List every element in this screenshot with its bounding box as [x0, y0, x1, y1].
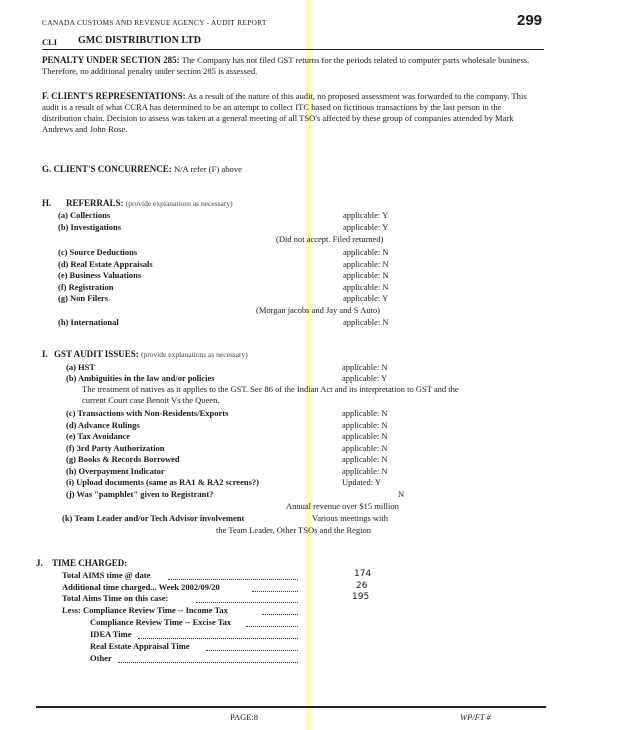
gst-issue-label: (i) Upload documents (same as RA1 & RA2 screens?): [66, 477, 259, 487]
gst-issue-label: (h) Overpayment Indicator: [66, 466, 165, 476]
gst-issue-label: (e) Tax Avoidance: [66, 431, 131, 441]
referral-value: applicable: N: [343, 259, 389, 269]
dot-leader: [206, 650, 298, 651]
footer-ref: WP/FT #: [460, 712, 491, 722]
non-filers-note: (Morgan jacobs and Jay and S Auto): [256, 305, 381, 315]
page-number: 299: [517, 12, 543, 29]
concurrence-text: N/A refer (F) above: [173, 164, 242, 174]
referral-label: (b) Investigations: [58, 222, 122, 232]
gst-issue-label: (j) Was "pamphlet" given to Registrant?: [66, 489, 214, 499]
referrals-letter: H.: [42, 198, 52, 208]
time-row-label: Less: Compliance Review Time -- Income Tax: [62, 605, 228, 615]
referrals-title: REFERRALS:: [66, 198, 124, 208]
concurrence-title: G. CLIENT'S CONCURRENCE:: [42, 164, 172, 174]
dot-leader: [252, 591, 298, 592]
dot-leader: [196, 602, 298, 603]
time-row-label: Other: [90, 653, 112, 663]
gst-issue-label: (d) Advance Rulings: [66, 420, 140, 430]
gst-issue-value: Updated: Y: [342, 477, 382, 487]
referral-label: (c) Source Deductions: [58, 247, 138, 257]
time-row-label: Real Estate Appraisal Time: [90, 641, 190, 651]
referral-value: applicable: N: [343, 247, 389, 257]
agency-header: CANADA CUSTOMS AND REVENUE AGENCY - AUDIT REPORT: [42, 18, 267, 27]
time-row-label: Compliance Review Time -- Excise Tax: [90, 617, 232, 627]
referral-label: (e) Business Valuations: [58, 270, 142, 280]
time-row-value: 174: [354, 569, 372, 579]
penalty-title: PENALTY UNDER SECTION 285:: [42, 55, 180, 65]
gst-issue-label: (a) HST: [66, 362, 96, 372]
gst-issue-value: applicable: N: [342, 466, 388, 476]
time-title: TIME CHARGED:: [52, 558, 128, 568]
dot-leader: [168, 579, 298, 580]
referral-label: (f) Registration: [58, 282, 114, 292]
penalty-text: The Company has not filed GST returns for the periods related to computer parts wholesale business. Therefore, no additional penalty under section 285 is assessed.: [42, 55, 530, 76]
referral-label: (h) International: [58, 317, 119, 327]
referral-label: (g) Non Filers: [58, 293, 109, 303]
referral-value: applicable: N: [343, 282, 389, 292]
referral-value: applicable: N: [343, 270, 389, 280]
representations-text: As a result of the nature of this audit, no proposed assessment was forwarded to the company. This audit is a result of what CCRA has determined to be an attempt to collect ITC based on fictitious transactions by the last person in the distribution chain. Decision to assess was taken at a general meeting of all TSO's affected by these group of companies attended by Mark Andrews and John Rose.: [42, 91, 527, 134]
gst-issue-label: (g) Books & Records Borrowed: [66, 454, 180, 464]
referral-value: applicable: Y: [343, 222, 389, 232]
gst-heading: [54, 349, 248, 359]
time-letter: J.: [36, 558, 43, 568]
gst-issue-label: (c) Transactions with Non-Residents/Exports: [66, 408, 229, 418]
team-leader-value-line-2: the Team Leader, Other TSOs and the Region: [216, 525, 372, 535]
client-label: CLI: [42, 37, 58, 47]
header-rule: [42, 49, 544, 50]
gst-issue-value: applicable: N: [342, 431, 388, 441]
referral-value: applicable: Y: [343, 210, 389, 220]
dot-leader: [118, 662, 298, 663]
gst-issue-label: (f) 3rd Party Authorization: [66, 443, 165, 453]
client-name: GMC DISTRIBUTION LTD: [78, 35, 201, 46]
time-row-label: Additional time charged... Week 2002/09/20: [62, 582, 220, 592]
time-row-label: Total Aims Time on this case:: [62, 593, 169, 603]
penalty-section: [42, 55, 542, 77]
gst-issue-value: applicable: N: [342, 362, 388, 372]
referral-label: (a) Collections: [58, 210, 111, 220]
gst-title: GST AUDIT ISSUES:: [54, 349, 139, 359]
referral-value: applicable: N: [343, 317, 389, 327]
representations-title: F. CLIENT'S REPRESENTATIONS:: [42, 91, 186, 101]
gst-letter: I.: [42, 349, 48, 359]
ambiguity-note-line-1: The treatment of natives as it applies to the GST. Sec 86 of the Indian Act and its interpretation to GST and the: [82, 384, 459, 394]
referrals-subtitle: (provide explanations as necessary): [125, 199, 233, 208]
referral-value: applicable: Y: [343, 293, 389, 303]
investigations-note: (Did not accept. Filed returned): [276, 234, 384, 244]
gst-issue-value: applicable: N: [342, 420, 388, 430]
gst-issue-label: (b) Ambiguities in the law and/or policies: [66, 373, 215, 383]
gst-issue-value: applicable: Y: [342, 373, 388, 383]
team-leader-label: (k) Team Leader and/or Tech Advisor involvement: [62, 513, 245, 523]
dot-leader: [262, 614, 298, 615]
time-row-label: Total AIMS time @ date: [62, 570, 151, 580]
gst-issue-value: applicable: N: [342, 408, 388, 418]
footer-page: PAGE:8: [230, 712, 259, 722]
revenue-note: Annual revenue over $15 million: [286, 501, 399, 511]
referral-label: (d) Real Estate Appraisals: [58, 259, 153, 269]
team-leader-value-line-1: Various meetings with: [312, 513, 389, 523]
gst-issue-value: applicable: N: [342, 443, 388, 453]
gst-issue-value: applicable: N: [342, 454, 388, 464]
time-row-value: 26: [356, 581, 368, 591]
time-row-label: IDEA Time: [90, 629, 132, 639]
dot-leader: [246, 626, 298, 627]
footer-rule: [36, 706, 546, 708]
gst-issue-value: N: [398, 489, 405, 499]
representations-section: [42, 91, 542, 135]
ambiguity-note-line-2: current Court case Benoit Vs the Queen.: [82, 395, 220, 405]
gst-subtitle: (provide explanations as necessary): [140, 350, 248, 359]
concurrence-section: [42, 164, 242, 174]
dot-leader: [138, 638, 298, 639]
time-row-value: 195: [352, 592, 370, 602]
referrals-heading: [66, 198, 233, 208]
